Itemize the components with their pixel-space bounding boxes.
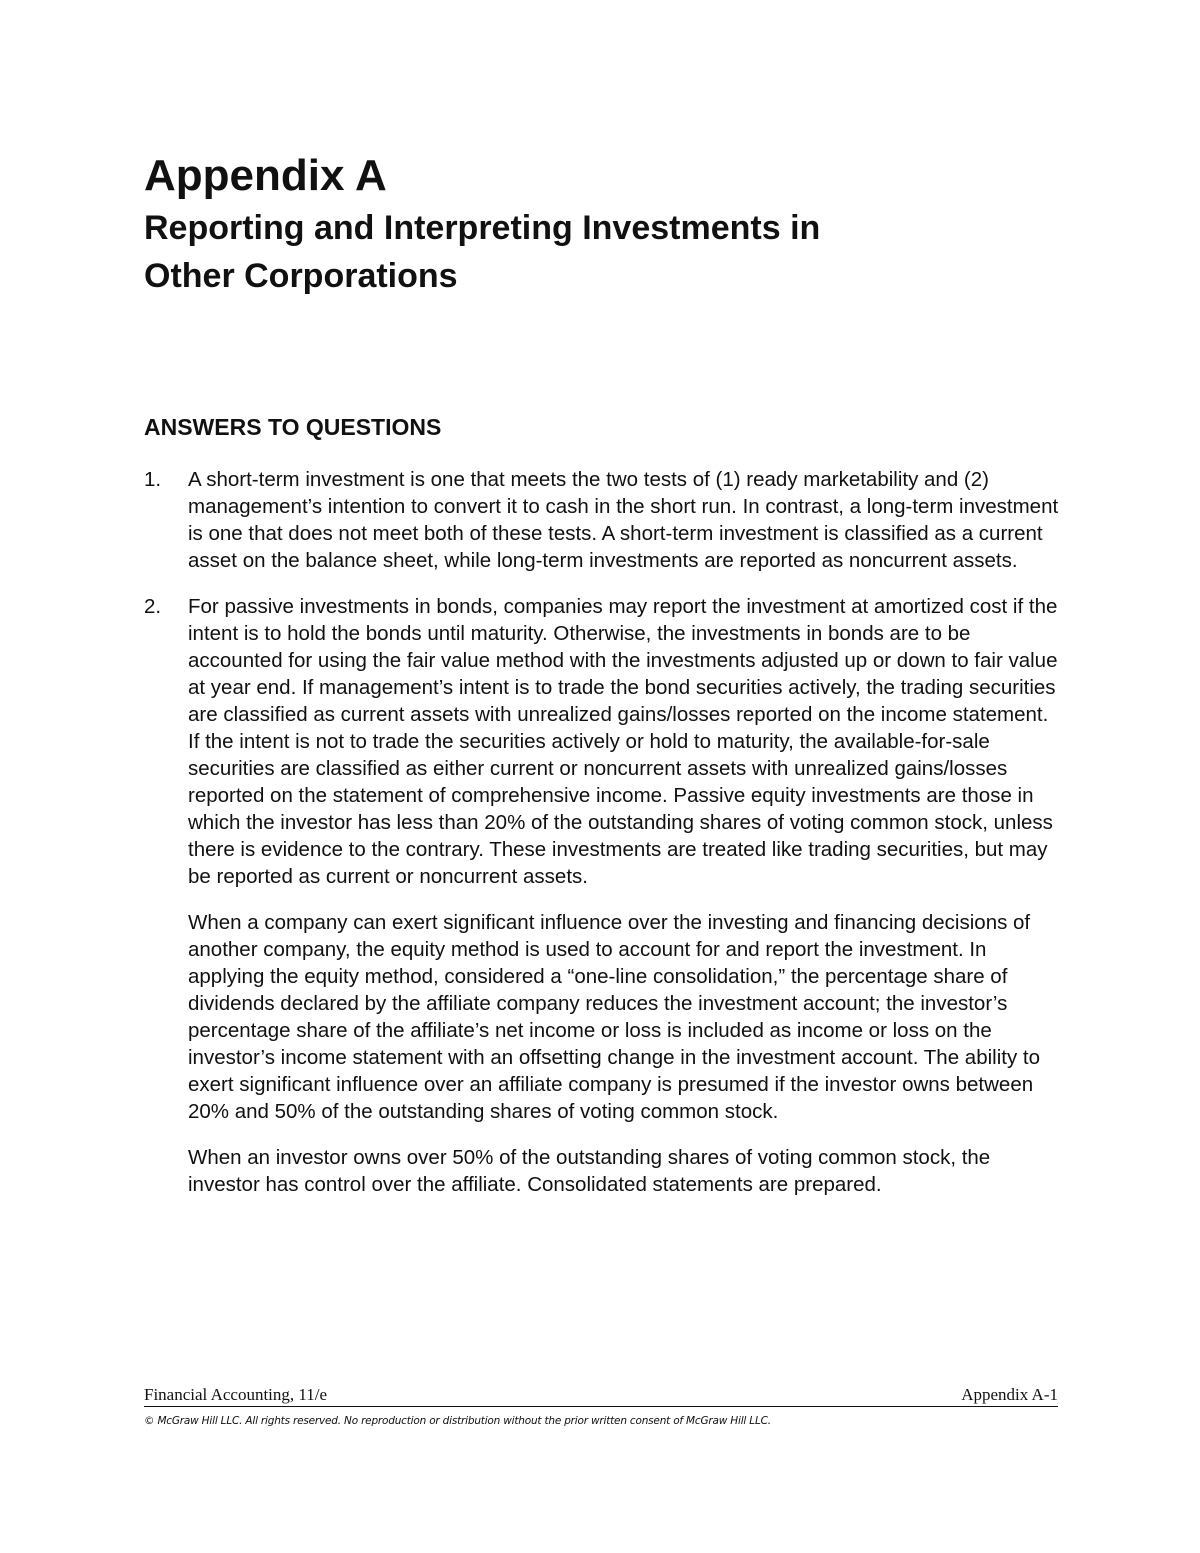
appendix-title-line-2: Other Corporations: [144, 257, 458, 295]
answer-paragraph: When an investor owns over 50% of the outstanding shares of voting common stock, the investor has control over the affiliate. Consolidated statements are prepared.: [188, 1146, 991, 1196]
title-block: [144, 148, 1064, 300]
copyright-notice: © McGraw Hill LLC. All rights reserved. No reproduction or distribution without the prior written consent of McGraw Hill LLC.: [144, 1415, 771, 1427]
answer-item-2: [144, 593, 1064, 1198]
answer-paragraph: When a company can exert significant influence over the investing and financing decisions of another company, the equity method is used to account for and report the investment. In applying the equity method, considered a “one-line consolidation,” the percentage share of dividends declared by the affiliate company reduces the investment account; the investor’s percentage share of the affiliate’s net income or loss is included as income or loss on the investor’s income statement with an offsetting change in the investment account. The ability to exert significant influence over an affiliate company is presumed if the investor owns between 20% and 50% of the outstanding shares of voting common stock.: [188, 911, 1040, 1123]
appendix-title: [144, 204, 1064, 300]
section-heading: ANSWERS TO QUESTIONS: [144, 414, 442, 440]
appendix-title-line-1: Reporting and Interpreting Investments in: [144, 209, 821, 247]
answer-paragraph: A short-term investment is one that meets the two tests of (1) ready marketability and (2) management’s intention to convert it to cash in the short run. In contrast, a long-term investment is one that does not meet both of these tests. A short-term investment is classified as a current asset on the balance sheet, while long-term investments are reported as noncurrent assets.: [188, 468, 1059, 572]
answer-item-1: [144, 466, 1064, 574]
appendix-label: Appendix A: [144, 151, 387, 200]
answer-number: 2.: [144, 595, 162, 618]
footer-book-title: Financial Accounting, 11/e: [144, 1385, 328, 1404]
answers-list: [144, 466, 1064, 1217]
answer-number: 1.: [144, 468, 162, 491]
footer-page-number: Appendix A-1: [961, 1385, 1058, 1404]
page-footer: [144, 1384, 1058, 1407]
answer-paragraph: For passive investments in bonds, companies may report the investment at amortized cost if the intent is to hold the bonds until maturity. Otherwise, the investments in bonds are to be accounted for using the fair value method with the investments adjusted up or down to fair value at year end. If management’s intent is to trade the bond securities actively, the trading securities are classified as current assets with unrealized gains/losses reported on the income statement. If the intent is not to trade the securities actively or hold to maturity, the available-for-sale securities are classified as either current or noncurrent assets with unrealized gains/losses reported on the statement of comprehensive income. Passive equity investments are those in which the investor has less than 20% of the outstanding shares of voting common stock, unless there is evidence to the contrary. These investments are treated like trading securities, but may be reported as current or noncurrent assets.: [188, 595, 1058, 888]
